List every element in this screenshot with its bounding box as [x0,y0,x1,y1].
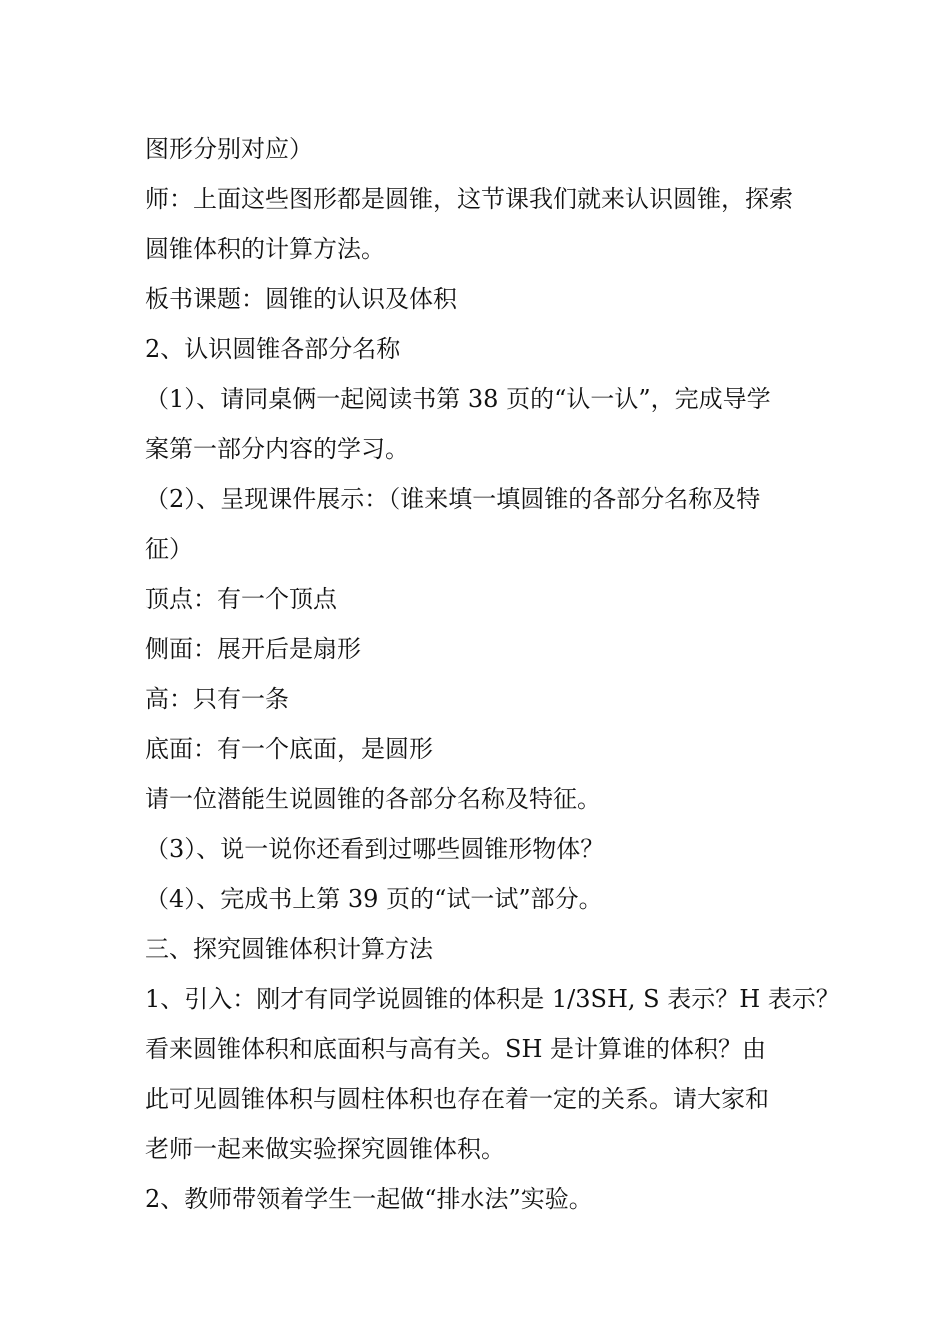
text-line: 老师一起来做实验探究圆锥体积。 [145,1135,505,1163]
text-line: 征） [145,535,193,563]
text-line: 圆锥体积的计算方法。 [145,235,385,263]
text-line: 看来圆锥体积和底面积与高有关。SH 是计算谁的体积？由 [145,1035,766,1063]
text-line: 师：上面这些图形都是圆锥，这节课我们就来认识圆锥，探索 [145,185,793,213]
text-line: （4）、完成书上第 39 页的“试一试”部分。 [145,885,603,913]
text-line: 案第一部分内容的学习。 [145,435,409,463]
text-line: 顶点：有一个顶点 [145,585,337,613]
text-line: 高：只有一条 [145,685,289,713]
text-line: （1）、请同桌俩一起阅读书第 38 页的“认一认”，完成导学 [145,385,771,413]
text-line: （2）、呈现课件展示：（谁来填一填圆锥的各部分名称及特 [145,485,761,513]
text-line: 1、引入：刚才有同学说圆锥的体积是 1/3SH, S 表示？H 表示？ [145,985,840,1013]
section-heading: 2、认识圆锥各部分名称 [145,335,401,363]
document-body [145,124,845,1224]
text-line: 2、教师带领着学生一起做“排水法”实验。 [145,1185,593,1213]
text-line: 图形分别对应） [145,135,313,163]
text-line: （3）、说一说你还看到过哪些圆锥形物体？ [145,835,605,863]
text-line: 此可见圆锥体积与圆柱体积也存在着一定的关系。请大家和 [145,1085,769,1113]
text-line: 侧面：展开后是扇形 [145,635,361,663]
text-line: 底面：有一个底面，是圆形 [145,735,433,763]
section-heading: 三、探究圆锥体积计算方法 [145,935,433,963]
text-line: 板书课题：圆锥的认识及体积 [145,285,457,313]
text-line: 请一位潜能生说圆锥的各部分名称及特征。 [145,785,601,813]
